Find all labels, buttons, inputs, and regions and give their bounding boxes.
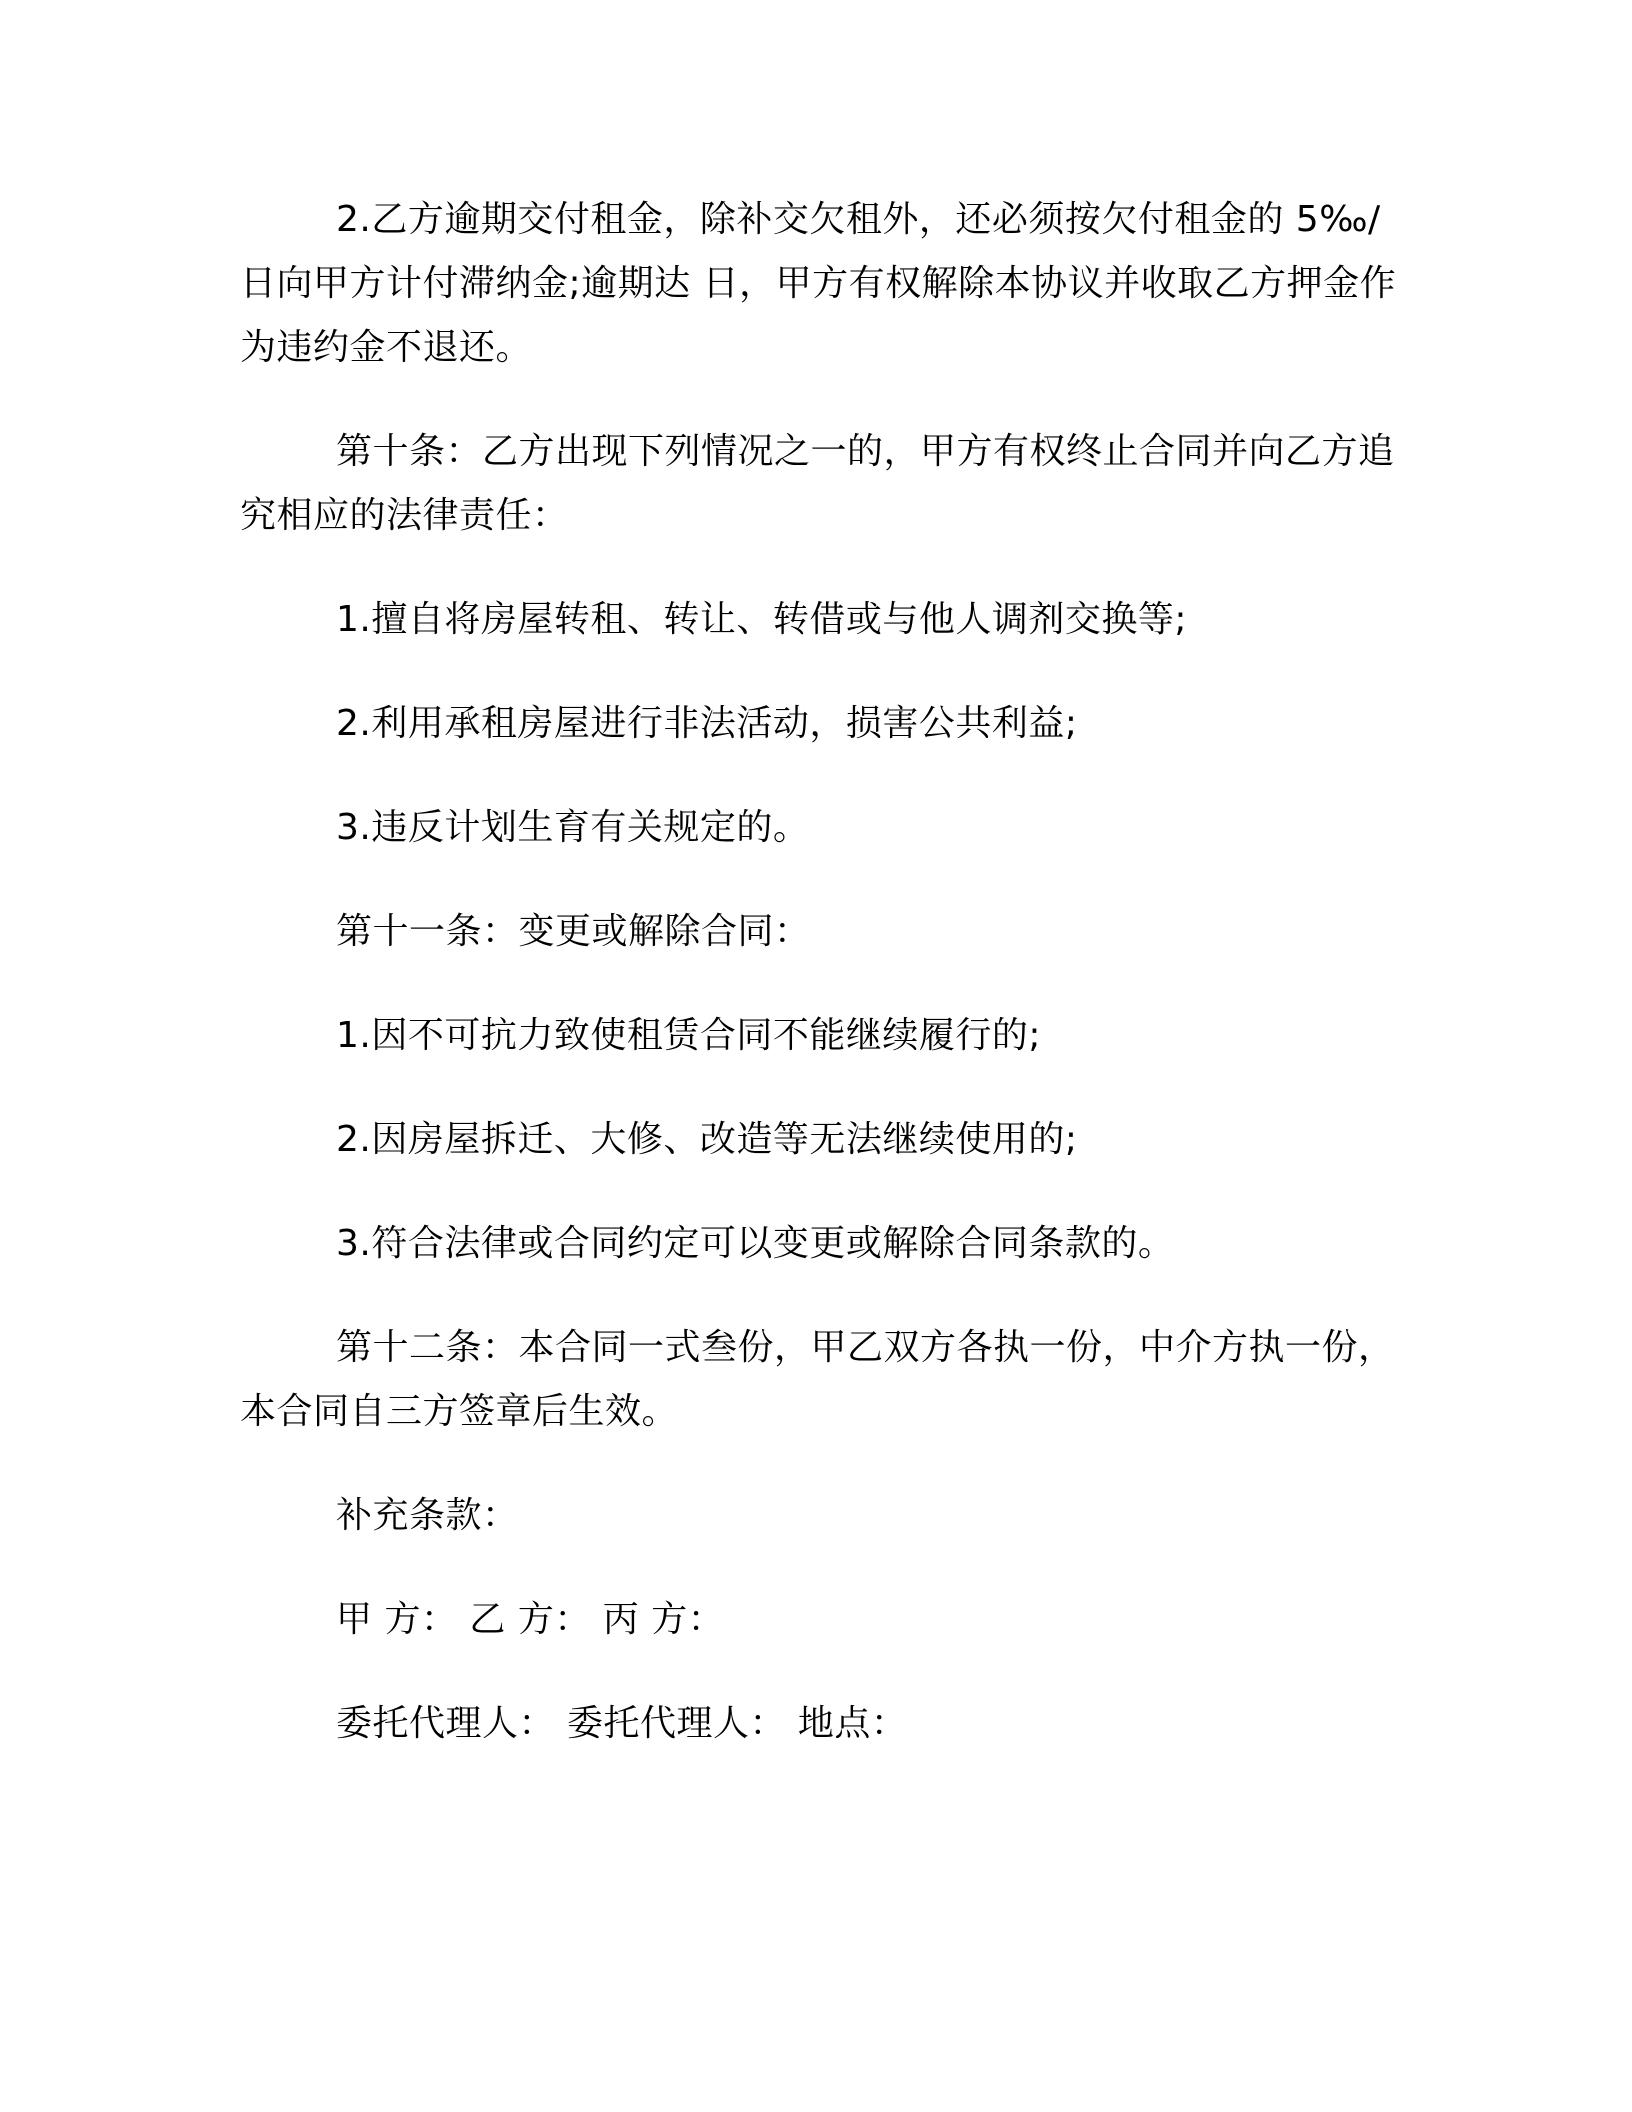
parties-signature-line: 甲 方： 乙 方： 丙 方： xyxy=(336,1599,725,1640)
clause-11-item-1: 1.因不可抗力致使租赁合同不能继续履行的; xyxy=(336,1015,1041,1056)
clause-10-item-2: 2.利用承租房屋进行非法活动，损害公共利益; xyxy=(336,703,1078,744)
clause-11-item-2: 2.因房屋拆迁、大修、改造等无法继续使用的; xyxy=(336,1119,1078,1160)
clause-9-item-2: 2.乙方逾期交付租金，除补交欠租外，还必须按欠付租金的 5‰/日向甲方计付滞纳金;逾期达 日，甲方有权解除本协议并收取乙方押金作为违约金不退还。 xyxy=(240,199,1397,368)
agents-location-line: 委托代理人： 委托代理人： 地点： xyxy=(336,1703,908,1744)
clause-12: 第十二条：本合同一式叁份，甲乙双方各执一份，中介方执一份，本合同自三方签章后生效。 xyxy=(240,1327,1395,1432)
clause-11-item-3: 3.符合法律或合同约定可以变更或解除合同条款的。 xyxy=(336,1223,1175,1264)
clause-10-heading: 第十条：乙方出现下列情况之一的，甲方有权终止合同并向乙方追究相应的法律责任： xyxy=(240,431,1395,536)
document-body xyxy=(240,188,1400,1796)
clause-10-item-1: 1.擅自将房屋转租、转让、转借或与他人调剂交换等; xyxy=(336,599,1187,640)
clause-11-heading: 第十一条：变更或解除合同： xyxy=(336,911,811,952)
clause-10-item-3: 3.违反计划生育有关规定的。 xyxy=(336,807,810,848)
supplementary-terms-label: 补充条款： xyxy=(336,1495,519,1536)
